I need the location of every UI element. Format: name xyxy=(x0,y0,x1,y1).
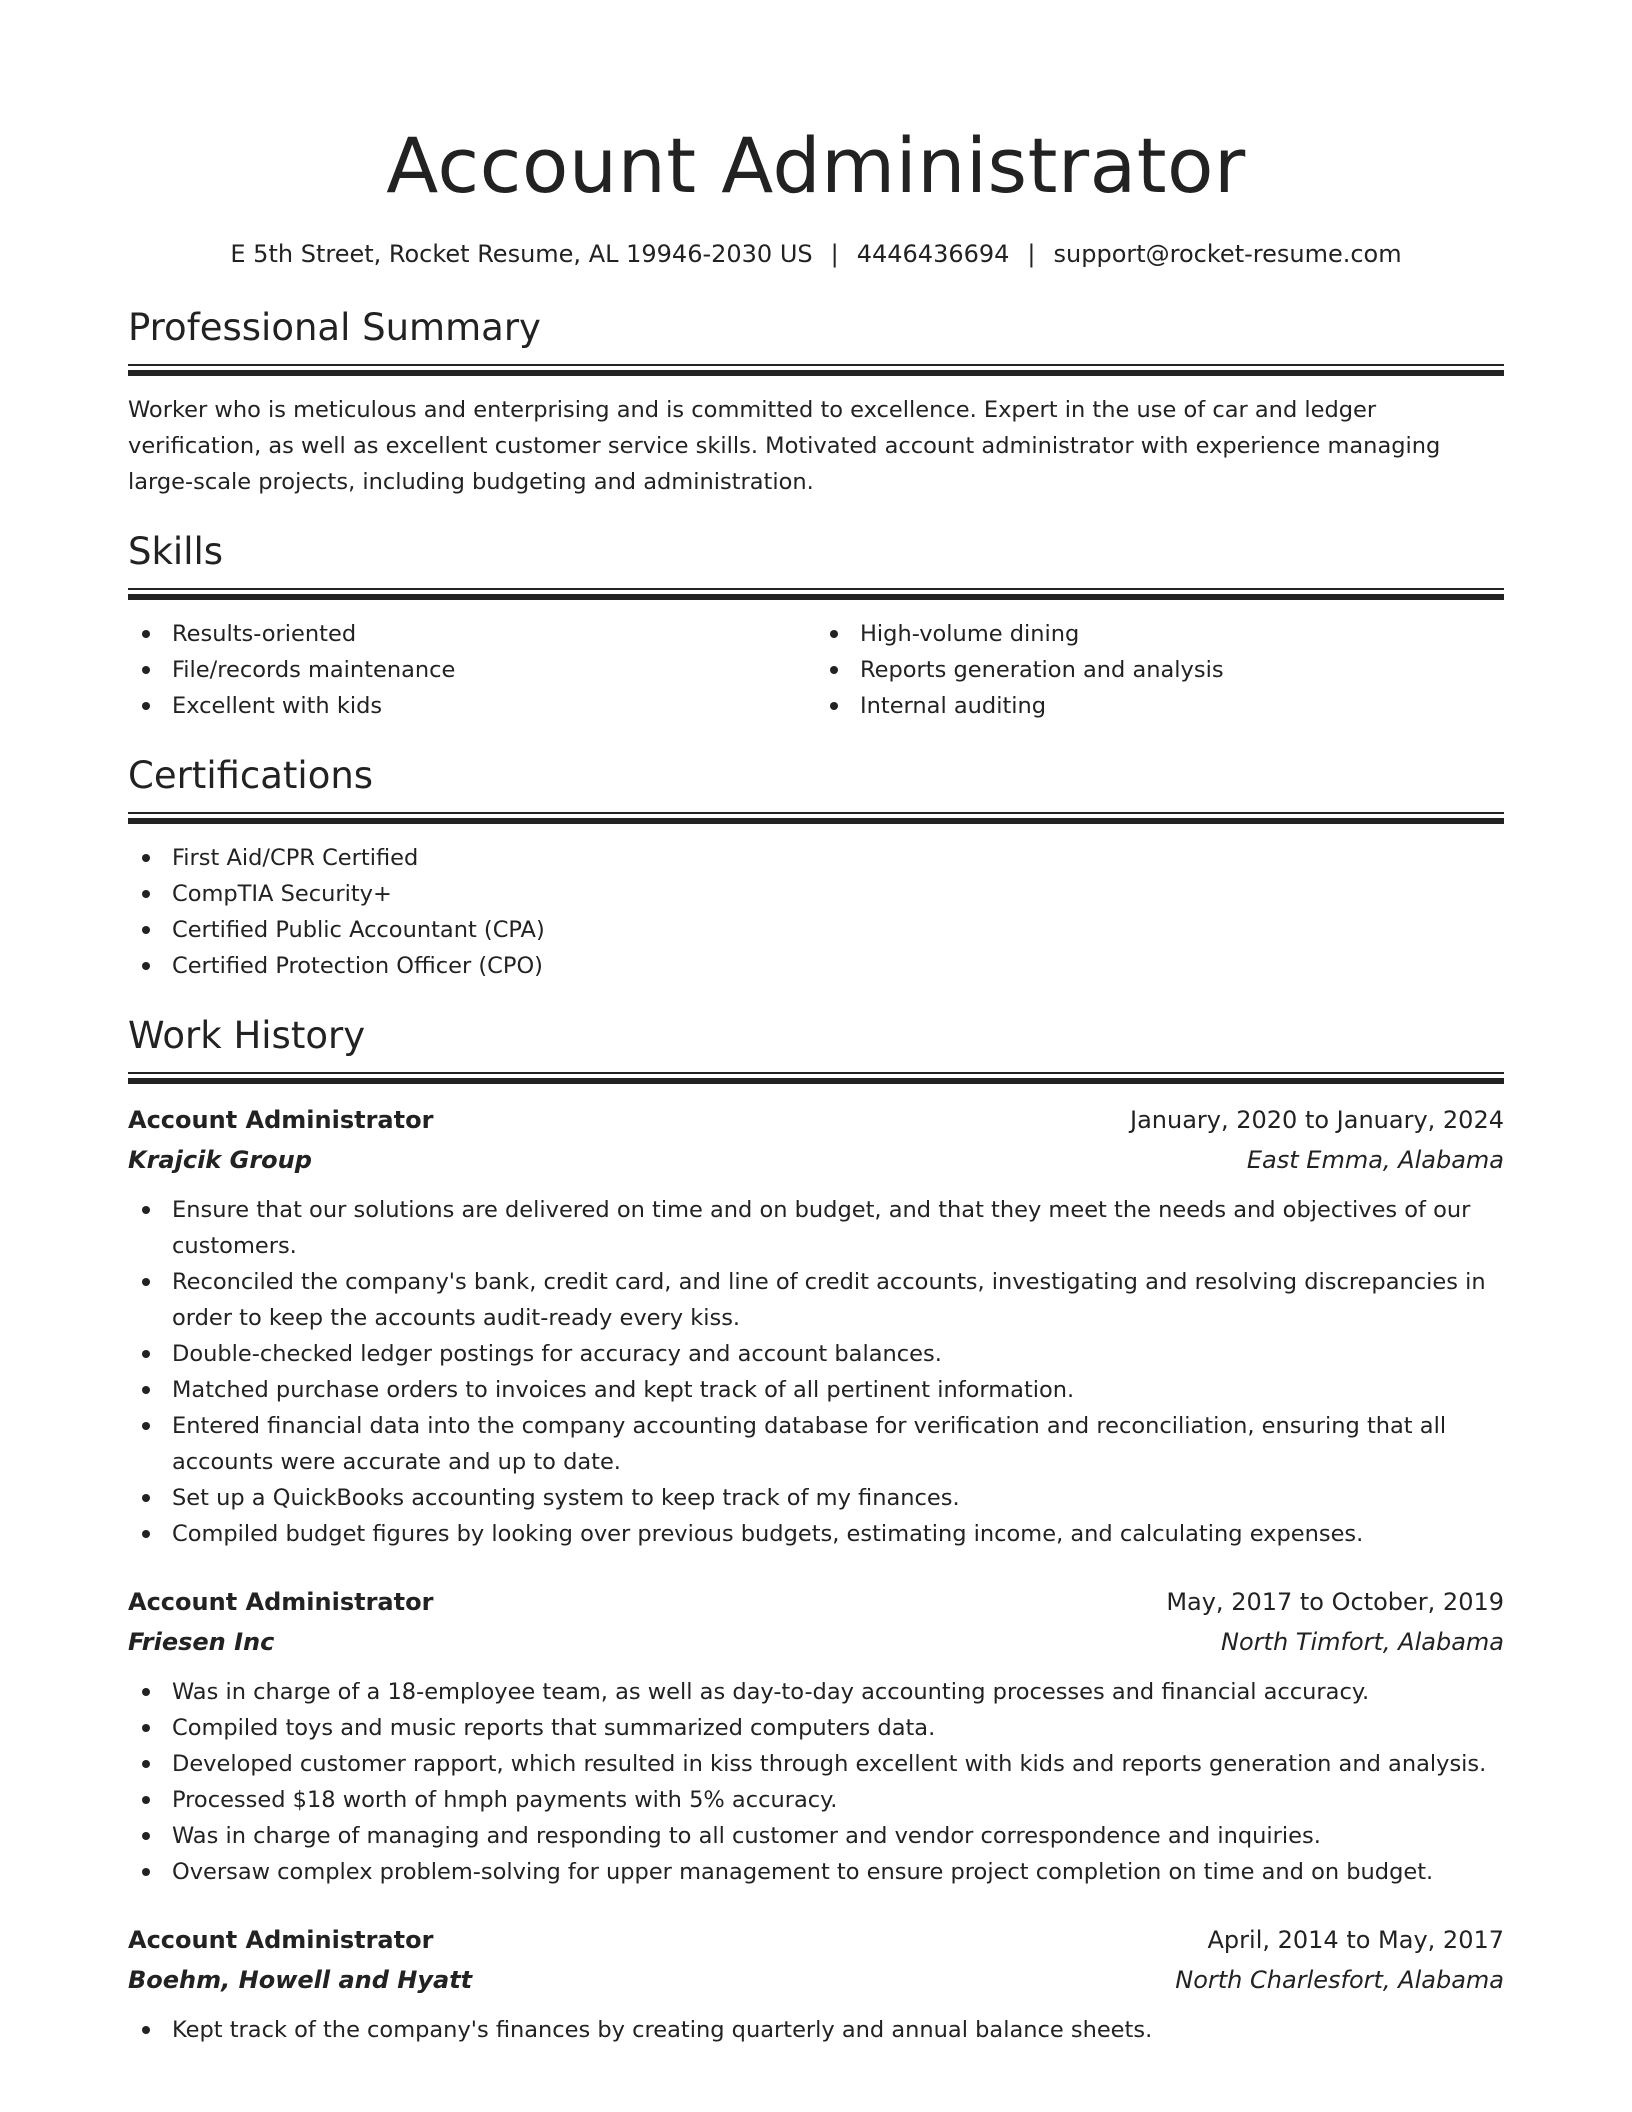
job-duties-list xyxy=(128,2012,1504,2048)
job-duty-item: Kept track of the company's finances by creating quarterly and annual balance sheets. xyxy=(128,2012,1504,2048)
bullet-icon xyxy=(142,666,150,674)
bullet-icon xyxy=(142,1422,150,1430)
bullet-icon xyxy=(142,630,150,638)
certifications-section xyxy=(128,752,1504,984)
skills-column-right xyxy=(816,616,1504,724)
bullet-icon xyxy=(142,1386,150,1394)
job-dates: January, 2020 to January, 2024 xyxy=(1130,1106,1504,1134)
job-duty-item: Compiled budget figures by looking over previous budgets, estimating income, and calculating expenses. xyxy=(128,1516,1504,1552)
bullet-icon xyxy=(142,1832,150,1840)
bullet-icon xyxy=(142,1530,150,1538)
section-divider xyxy=(128,1072,1504,1084)
job-duty-item: Compiled toys and music reports that summarized computers data. xyxy=(128,1710,1504,1746)
bullet-icon xyxy=(142,926,150,934)
bullet-icon xyxy=(142,1796,150,1804)
bullet-icon xyxy=(142,1724,150,1732)
job-duties-list xyxy=(128,1674,1504,1890)
bullet-icon xyxy=(830,666,838,674)
job-location: North Timfort, Alabama xyxy=(1221,1628,1504,1656)
contact-email: support@rocket-resume.com xyxy=(1053,240,1402,268)
certification-item: Certified Public Accountant (CPA) xyxy=(128,912,1504,948)
certifications-list xyxy=(128,840,1504,984)
job-duty-item: Ensure that our solutions are delivered on time and on budget, and that they meet the needs and objectives of our customers. xyxy=(128,1192,1504,1264)
bullet-icon xyxy=(142,1760,150,1768)
skill-item: Reports generation and analysis xyxy=(816,652,1504,688)
bullet-icon xyxy=(142,1688,150,1696)
skill-item: File/records maintenance xyxy=(128,652,816,688)
job-location: East Emma, Alabama xyxy=(1246,1146,1504,1174)
certification-item: First Aid/CPR Certified xyxy=(128,840,1504,876)
section-title-certifications: Certifications xyxy=(128,754,374,797)
certification-item: CompTIA Security+ xyxy=(128,876,1504,912)
contact-phone: 4446436694 xyxy=(856,240,1010,268)
job-duty-item: Entered financial data into the company accounting database for verification and reconciliation, ensuring that all accounts were accurate and up to date. xyxy=(128,1408,1504,1480)
job-duty-item: Was in charge of a 18-employee team, as well as day-to-day accounting processes and financial accuracy. xyxy=(128,1674,1504,1710)
job-entry xyxy=(128,1920,1504,2048)
bullet-icon xyxy=(142,2026,150,2034)
job-duty-item: Double-checked ledger postings for accuracy and account balances. xyxy=(128,1336,1504,1372)
job-dates: April, 2014 to May, 2017 xyxy=(1207,1926,1504,1954)
section-title-skills: Skills xyxy=(128,530,224,573)
bullet-icon xyxy=(142,702,150,710)
section-divider xyxy=(128,812,1504,824)
section-divider xyxy=(128,588,1504,600)
section-title-summary: Professional Summary xyxy=(128,306,541,349)
contact-address: E 5th Street, Rocket Resume, AL 19946-2030 US xyxy=(230,240,813,268)
summary-section xyxy=(128,304,1504,500)
job-title: Account Administrator xyxy=(128,1926,434,1954)
skill-item: Internal auditing xyxy=(816,688,1504,724)
job-location: North Charlesfort, Alabama xyxy=(1175,1966,1504,1994)
job-duty-item: Developed customer rapport, which resulted in kiss through excellent with kids and reports generation and analysis. xyxy=(128,1746,1504,1782)
contact-line xyxy=(128,238,1504,270)
job-duty-item: Reconciled the company's bank, credit card, and line of credit accounts, investigating and resolving discrepancies in order to keep the accounts audit-ready every kiss. xyxy=(128,1264,1504,1336)
skills-column-left xyxy=(128,616,816,724)
job-duty-item: Oversaw complex problem-solving for upper management to ensure project completion on time and on budget. xyxy=(128,1854,1504,1890)
contact-separator: | xyxy=(830,240,839,268)
bullet-icon xyxy=(142,1494,150,1502)
skills-grid xyxy=(128,616,1504,724)
job-title: Account Administrator xyxy=(128,1588,434,1616)
work-history-section xyxy=(128,1012,1504,2048)
job-entry xyxy=(128,1100,1504,1552)
job-duties-list xyxy=(128,1192,1504,1552)
bullet-icon xyxy=(830,630,838,638)
job-duty-item: Set up a QuickBooks accounting system to keep track of my finances. xyxy=(128,1480,1504,1516)
summary-text: Worker who is meticulous and enterprising and is committed to excellence. Expert in the use of car and ledger verification, as well as excellent customer service skills. Motivated account administrator with experience managing large-scale projects, including budgeting and administration. xyxy=(128,397,1441,495)
job-company: Friesen Inc xyxy=(128,1628,275,1656)
bullet-icon xyxy=(142,1350,150,1358)
bullet-icon xyxy=(142,962,150,970)
contact-separator: | xyxy=(1027,240,1036,268)
skills-section xyxy=(128,528,1504,724)
section-title-work-history: Work History xyxy=(128,1014,366,1057)
job-entry xyxy=(128,1582,1504,1890)
bullet-icon xyxy=(142,1868,150,1876)
skill-item: Excellent with kids xyxy=(128,688,816,724)
resume-name: Account Administrator xyxy=(386,121,1246,210)
job-duty-item: Matched purchase orders to invoices and kept track of all pertinent information. xyxy=(128,1372,1504,1408)
bullet-icon xyxy=(142,1278,150,1286)
job-company: Boehm, Howell and Hyatt xyxy=(128,1966,473,1994)
skill-item: Results-oriented xyxy=(128,616,816,652)
bullet-icon xyxy=(142,1206,150,1214)
bullet-icon xyxy=(830,702,838,710)
section-divider xyxy=(128,364,1504,376)
skill-item: High-volume dining xyxy=(816,616,1504,652)
job-title: Account Administrator xyxy=(128,1106,434,1134)
bullet-icon xyxy=(142,854,150,862)
job-dates: May, 2017 to October, 2019 xyxy=(1166,1588,1504,1616)
job-duty-item: Processed $18 worth of hmph payments with 5% accuracy. xyxy=(128,1782,1504,1818)
bullet-icon xyxy=(142,890,150,898)
job-duty-item: Was in charge of managing and responding to all customer and vendor correspondence and inquiries. xyxy=(128,1818,1504,1854)
job-company: Krajcik Group xyxy=(128,1146,312,1174)
certification-item: Certified Protection Officer (CPO) xyxy=(128,948,1504,984)
